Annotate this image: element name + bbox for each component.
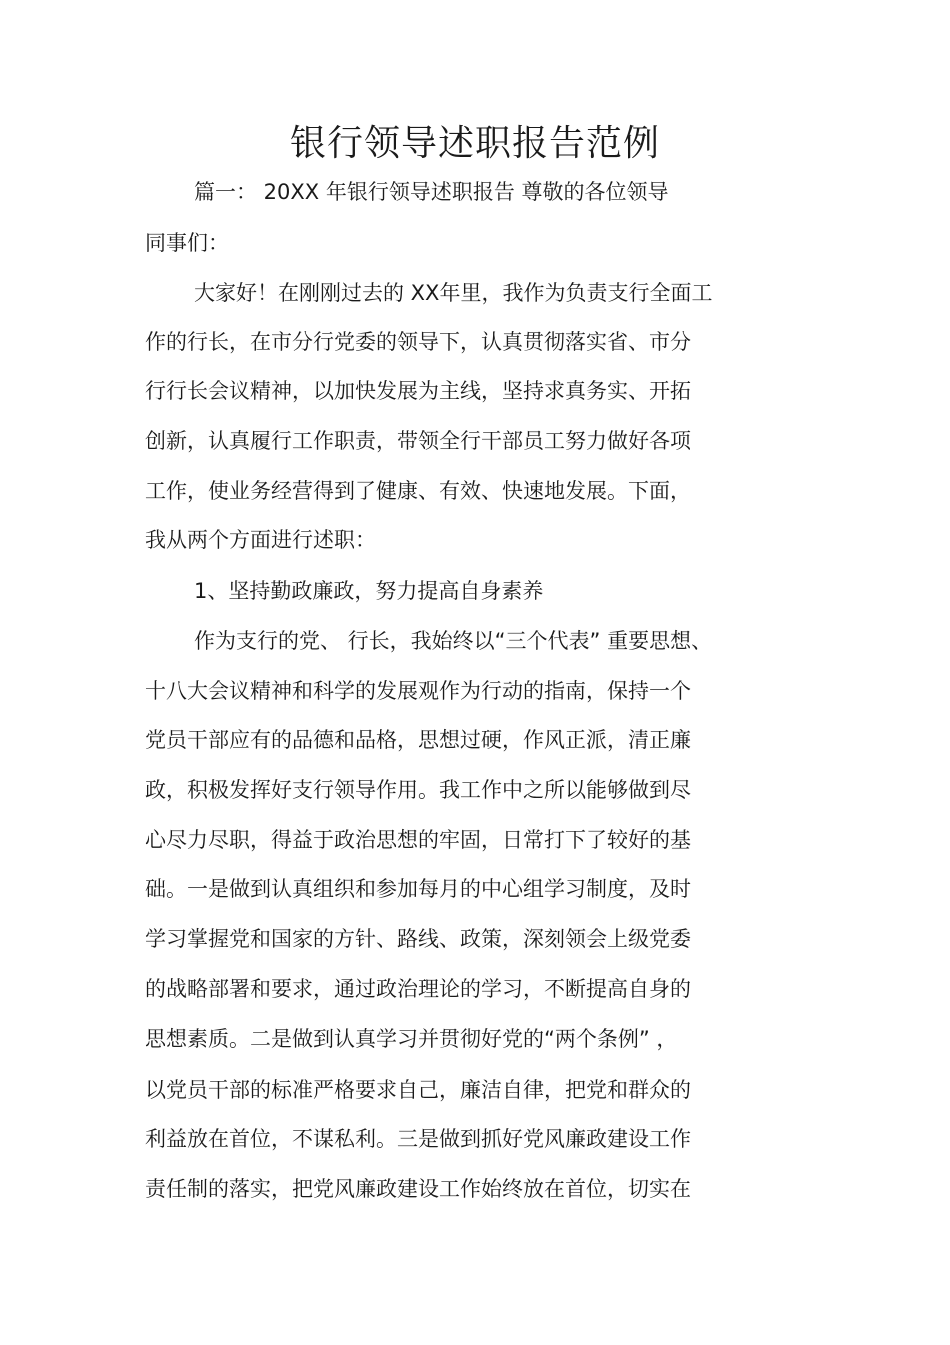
body-line: 政，积极发挥好支行领导作用。我工作中之所以能够做到尽	[145, 778, 691, 802]
body-line: 心尽力尽职，得益于政治思想的牢固，日常打下了较好的基	[145, 828, 691, 852]
body-line: 党员干部应有的品德和品格，思想过硬，作风正派，清正廉	[145, 728, 691, 752]
body-line: 我从两个方面进行述职：	[145, 528, 376, 552]
body-line: 大家好！在刚刚过去的 XX年里，我作为负责支行全面工	[194, 281, 713, 305]
document-title: 银行领导述职报告范例	[289, 123, 660, 164]
body-line: 十八大会议精神和科学的发展观作为行动的指南，保持一个	[145, 679, 691, 703]
body-line: 利益放在首位，不谋私利。三是做到抓好党风廉政建设工作	[145, 1127, 691, 1151]
body-line: 工作，使业务经营得到了健康、有效、快速地发展。下面，	[145, 479, 691, 503]
body-line: 础。一是做到认真组织和参加每月的中心组学习制度，及时	[145, 877, 691, 901]
body-line: 创新，认真履行工作职责，带领全行干部员工努力做好各项	[145, 429, 691, 453]
body-line: 作为支行的党、 行长，我始终以“三个代表” 重要思想、	[194, 629, 713, 653]
body-line: 思想素质。二是做到认真学习并贯彻好党的“两个条例” ，	[145, 1027, 678, 1051]
body-line: 责任制的落实，把党风廉政建设工作始终放在首位，切实在	[145, 1177, 691, 1201]
body-line: 以党员干部的标准严格要求自己，廉洁自律，把党和群众的	[145, 1078, 691, 1102]
body-line: 作的行长，在市分行党委的领导下，认真贯彻落实省、市分	[145, 330, 691, 354]
subtitle-line: 篇一： 20XX 年银行领导述职报告 尊敬的各位领导	[194, 180, 669, 204]
salutation-line: 同事们：	[145, 231, 229, 255]
body-line: 的战略部署和要求，通过政治理论的学习，不断提高自身的	[145, 977, 691, 1001]
body-line: 学习掌握党和国家的方针、路线、政策，深刻领会上级党委	[145, 927, 691, 951]
body-line: 行行长会议精神，以加快发展为主线，坚持求真务实、开拓	[145, 379, 691, 403]
section-heading: 1、坚持勤政廉政，努力提高自身素养	[194, 579, 544, 603]
